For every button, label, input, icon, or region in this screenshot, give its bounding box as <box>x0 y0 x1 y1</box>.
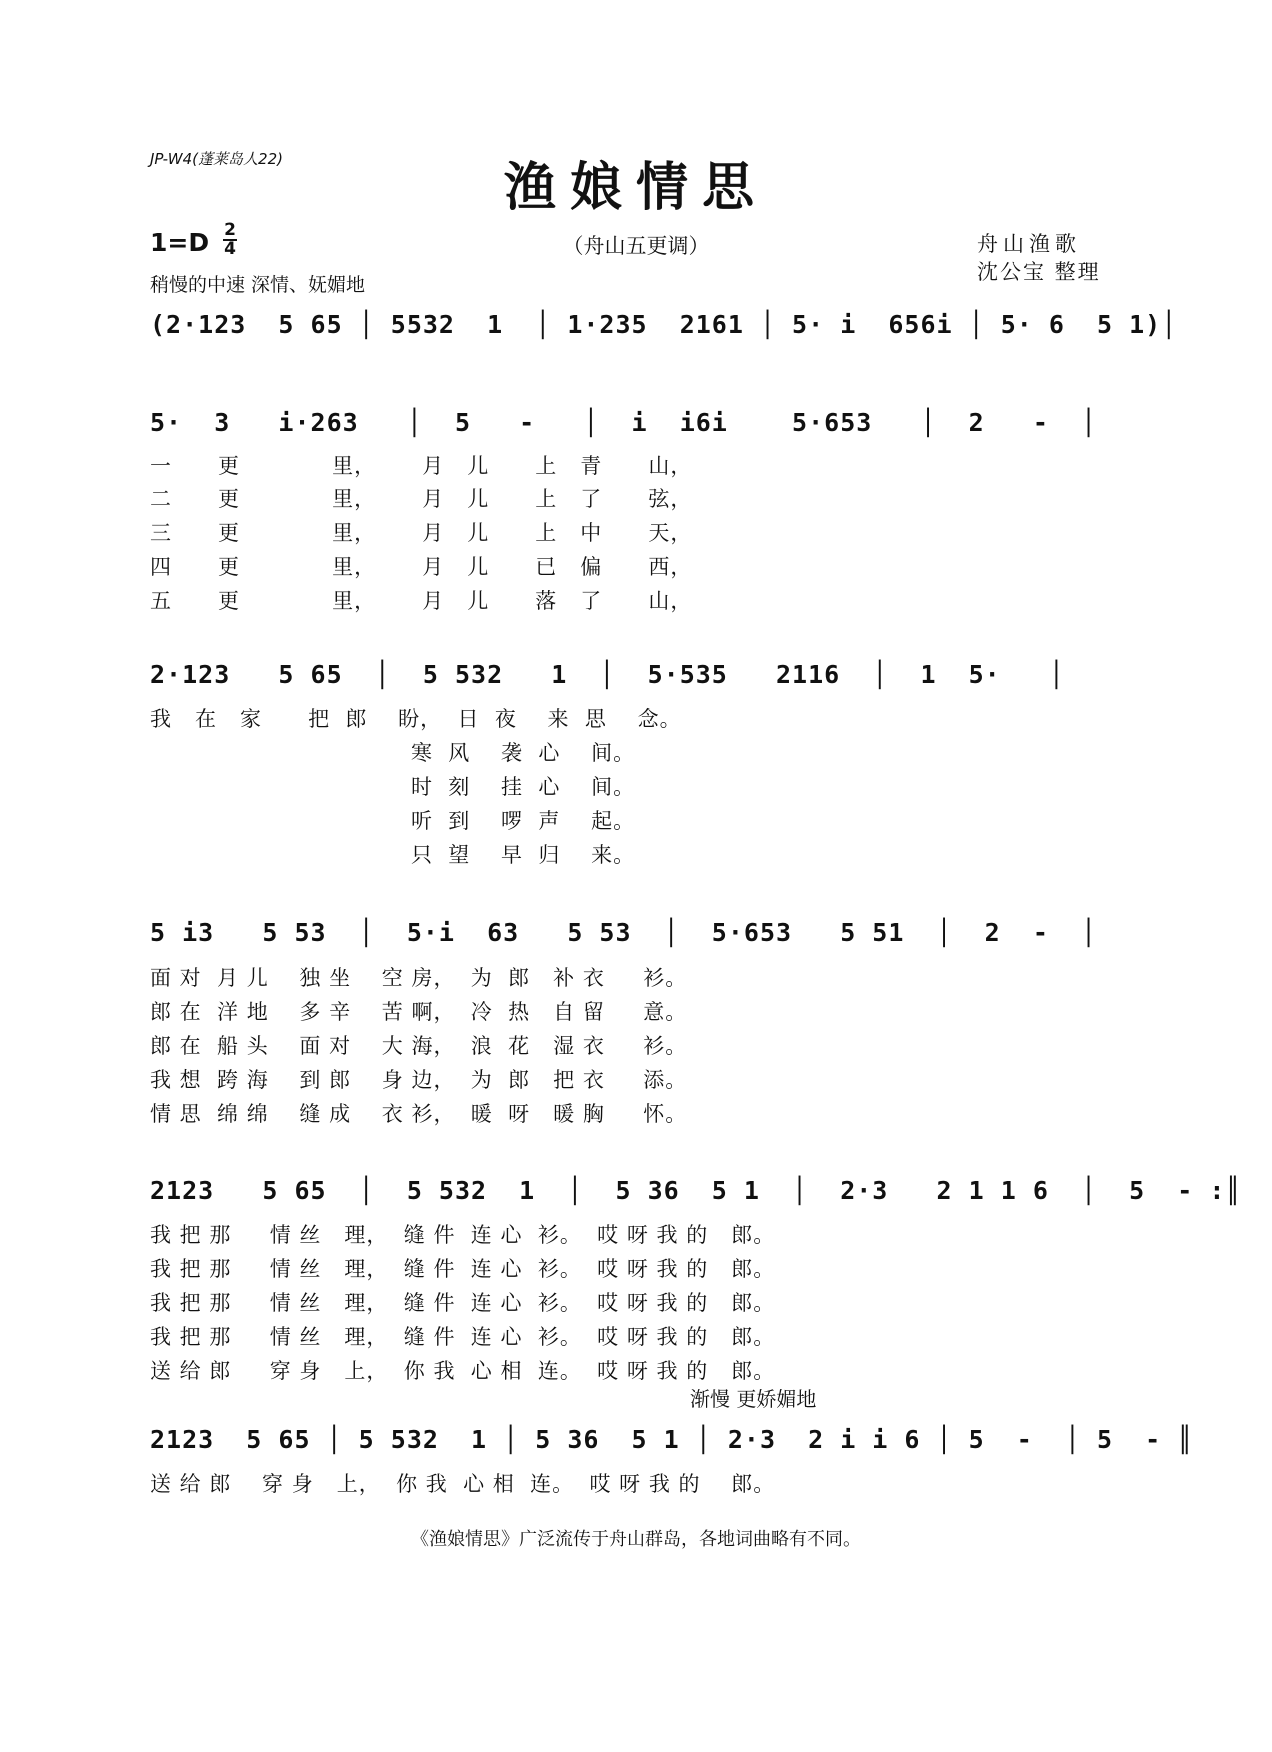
lyric-line-3-verse-4: 我 想 跨 海 到 郎 身 边， 为 郎 把 衣 添。 <box>150 1068 688 1092</box>
page-title: 渔娘情思 <box>503 157 768 218</box>
lyric-line-1-verse-2: 二 更 里， 月 儿 上 了 弦， <box>150 487 693 511</box>
notation-intro: (2·123 5 65 │ 5532 1 │ 1·235 2161 │ 5· i 656i │ 5· 6 5 1)│ <box>150 310 1178 339</box>
score-code: JP-W4(蓬莱岛人22) <box>150 150 283 168</box>
lyric-line-1-verse-4: 四 更 里， 月 儿 已 偏 西， <box>150 555 693 579</box>
lyric-line-4-verse-4: 我 把 那 情 丝 理， 缝 件 连 心 衫。 哎 呀 我 的 郎。 <box>150 1325 776 1349</box>
notation-line-2: 2·123 5 65 │ 5 532 1 │ 5·535 2116 │ 1 5· │ <box>150 660 1065 689</box>
lyric-line-2-verse-3: 时 刻 挂 心 间。 <box>150 775 636 799</box>
notation-line-3: 5 i3 5 53 │ 5·i 63 5 53 │ 5·653 5 51 │ 2 - │ <box>150 918 1098 947</box>
footer-note: 《渔娘情思》广泛流传于舟山群岛，各地词曲略有不同。 <box>411 1529 861 1550</box>
lyric-line-2-verse-2: 寒 风 袭 心 间。 <box>150 741 636 765</box>
lyric-line-4-verse-1: 我 把 那 情 丝 理， 缝 件 连 心 衫。 哎 呀 我 的 郎。 <box>150 1223 776 1247</box>
lyric-line-3-verse-5: 情 思 绵 绵 缝 成 衣 衫， 暖 呀 暖 胸 怀。 <box>150 1102 688 1126</box>
subtitle: （舟山五更调） <box>562 234 710 258</box>
tempo-change-marking: 渐慢 更娇媚地 <box>690 1387 817 1411</box>
lyric-line-2-verse-4: 听 到 啰 声 起。 <box>150 809 636 833</box>
source-credit: 舟山渔歌 <box>977 232 1081 256</box>
time-signature-bottom: 4 <box>224 239 236 259</box>
time-signature-top: 2 <box>224 220 236 240</box>
key-signature: 1=D <box>150 228 210 257</box>
notation-line-4: 2123 5 65 │ 5 532 1 │ 5 36 5 1 │ 2·3 2 1 1 6 │ 5 - :║ <box>150 1176 1242 1205</box>
lyric-line-4-verse-5: 送 给 郎 穿 身 上， 你 我 心 相 连。 哎 呀 我 的 郎。 <box>150 1359 776 1383</box>
lyric-line-2-verse-5: 只 望 早 归 来。 <box>150 843 636 867</box>
lyric-line-3-verse-2: 郎 在 洋 地 多 辛 苦 啊， 冷 热 自 留 意。 <box>150 1000 688 1024</box>
tempo-marking: 稍慢的中速 深情、妩媚地 <box>150 274 366 296</box>
notation-line-5: 2123 5 65 │ 5 532 1 │ 5 36 5 1 │ 2·3 2 i i 6 │ 5 - │ 5 - ║ <box>150 1425 1194 1454</box>
lyric-line-4-verse-2: 我 把 那 情 丝 理， 缝 件 连 心 衫。 哎 呀 我 的 郎。 <box>150 1257 776 1281</box>
lyric-line-4-verse-3: 我 把 那 情 丝 理， 缝 件 连 心 衫。 哎 呀 我 的 郎。 <box>150 1291 776 1315</box>
lyric-line-3-verse-3: 郎 在 船 头 面 对 大 海， 浪 花 湿 衣 衫。 <box>150 1034 688 1058</box>
lyric-line-1-verse-1: 一 更 里， 月 儿 上 青 山， <box>150 454 693 478</box>
lyric-line-2-verse-1: 我 在 家 把 郎 盼， 日 夜 来 思 念。 <box>150 707 682 731</box>
arranger-credit: 沈公宝 整理 <box>977 260 1101 284</box>
notation-line-1: 5· 3 i·263 │ 5 - │ i i6i 5·653 │ 2 - │ <box>150 408 1098 437</box>
lyric-line-1-verse-5: 五 更 里， 月 儿 落 了 山， <box>150 589 693 613</box>
lyric-line-5: 送 给 郎 穿 身 上， 你 我 心 相 连。 哎 呀 我 的 郎。 <box>150 1472 776 1496</box>
lyric-line-3-verse-1: 面 对 月 儿 独 坐 空 房， 为 郎 补 衣 衫。 <box>150 966 688 990</box>
lyric-line-1-verse-3: 三 更 里， 月 儿 上 中 天， <box>150 521 693 545</box>
